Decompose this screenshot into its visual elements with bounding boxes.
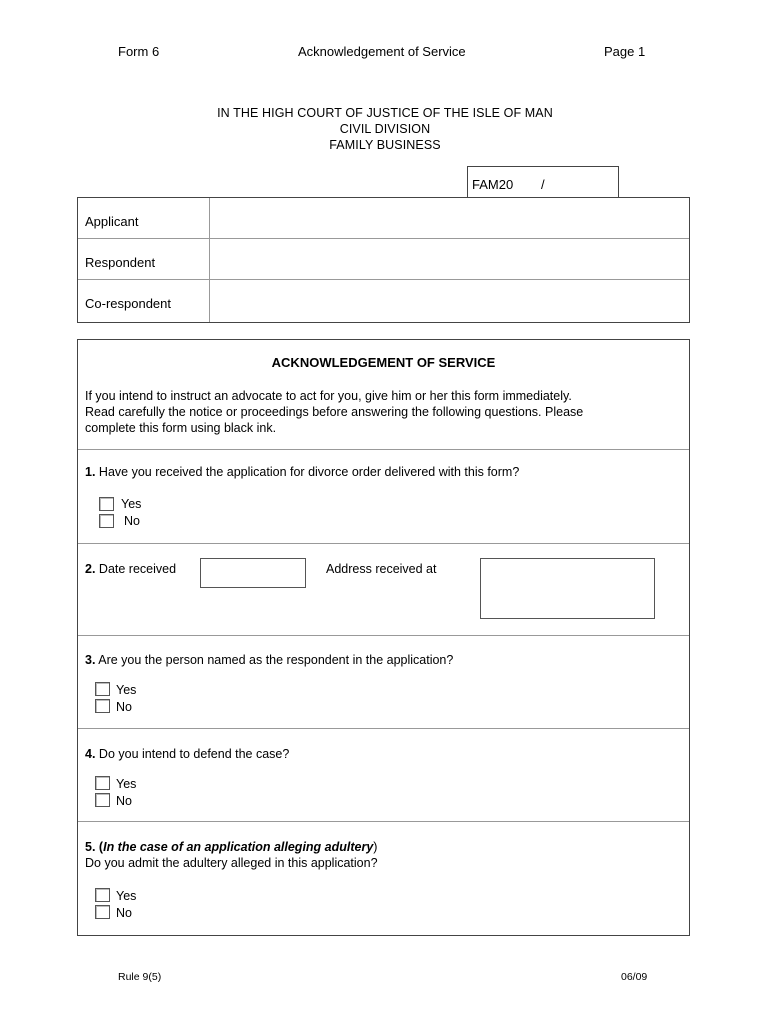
instructions-line: Read carefully the notice or proceedings before answering the following questions. Please: [85, 405, 584, 419]
respondent-label: Respondent: [85, 255, 156, 270]
q1-no-label: No: [124, 514, 140, 528]
case-reference-separator: /: [541, 177, 545, 192]
form-title: Acknowledgement of Service: [298, 44, 466, 59]
question-5-number: 5.: [85, 840, 96, 854]
footer-date: 06/09: [621, 971, 648, 983]
co-respondent-label: Co-respondent: [85, 296, 171, 311]
question-4: [85, 747, 289, 761]
parties-table: [77, 197, 690, 323]
question-4-section: [78, 729, 689, 822]
case-reference-prefix: FAM20: [472, 177, 514, 192]
q4-no-label: No: [116, 794, 132, 808]
date-received-label: Date received: [98, 562, 177, 576]
question-1-text: Have you received the application for divorce order delivered with this form?: [98, 465, 520, 479]
co-respondent-field[interactable]: [210, 280, 689, 322]
instructions-line: complete this form using black ink.: [85, 421, 277, 435]
address-received-field[interactable]: [480, 558, 655, 619]
question-4-text: Do you intend to defend the case?: [98, 747, 290, 761]
case-reference-field[interactable]: [467, 166, 619, 197]
section-title: ACKNOWLEDGEMENT OF SERVICE: [271, 355, 496, 370]
q5-yes-checkbox[interactable]: [95, 888, 110, 902]
respondent-field[interactable]: [210, 239, 689, 279]
court-name: IN THE HIGH COURT OF JUSTICE OF THE ISLE OF MAN: [217, 106, 553, 120]
date-received-field[interactable]: [200, 558, 306, 588]
form-number: Form 6: [118, 44, 160, 59]
question-3: [85, 653, 453, 667]
q4-yes-label: Yes: [116, 777, 137, 791]
respondent-row: [78, 239, 689, 280]
co-respondent-row: [78, 280, 689, 322]
address-received-label: Address received at: [326, 562, 437, 576]
question-1: [85, 465, 519, 479]
applicant-label: Applicant: [85, 214, 139, 229]
q5-no-label: No: [116, 906, 132, 920]
question-4-number: 4.: [85, 747, 96, 761]
question-5-qualifier: In the case of an application alleging adultery: [103, 840, 374, 854]
q5-no-checkbox[interactable]: [95, 905, 110, 919]
question-3-text: Are you the person named as the respondent in the application?: [98, 653, 454, 667]
q1-yes-checkbox[interactable]: [99, 497, 114, 511]
question-2: [85, 562, 176, 576]
acknowledgement-box: [77, 339, 690, 936]
question-5: [85, 840, 377, 854]
question-5-close-paren: ): [373, 840, 378, 854]
q4-no-checkbox[interactable]: [95, 793, 110, 807]
q5-yes-label: Yes: [116, 889, 137, 903]
q1-no-checkbox[interactable]: [99, 514, 114, 528]
applicant-row: [78, 198, 689, 239]
question-5-section: [78, 822, 689, 935]
q1-yes-label: Yes: [121, 497, 142, 511]
question-2-section: [78, 544, 689, 636]
court-heading: [0, 105, 770, 153]
question-3-section: [78, 636, 689, 729]
applicant-field[interactable]: [210, 198, 689, 238]
question-1-section: [78, 450, 689, 544]
court-business: FAMILY BUSINESS: [329, 138, 441, 152]
instructions: [85, 388, 675, 436]
question-3-number: 3.: [85, 653, 96, 667]
question-2-number: 2.: [85, 562, 96, 576]
q4-yes-checkbox[interactable]: [95, 776, 110, 790]
question-5-text: Do you admit the adultery alleged in this application?: [85, 856, 378, 870]
instructions-line: If you intend to instruct an advocate to act for you, give him or her this form immediately.: [85, 389, 572, 403]
intro-section: [78, 340, 689, 450]
page-number: Page 1: [604, 44, 646, 59]
q3-no-checkbox[interactable]: [95, 699, 110, 713]
footer-rule: Rule 9(5): [118, 971, 162, 983]
q3-yes-label: Yes: [116, 683, 137, 697]
question-1-number: 1.: [85, 465, 96, 479]
q3-no-label: No: [116, 700, 132, 714]
question-5-open-paren: (: [98, 840, 104, 854]
court-division: CIVIL DIVISION: [339, 122, 431, 136]
q3-yes-checkbox[interactable]: [95, 682, 110, 696]
